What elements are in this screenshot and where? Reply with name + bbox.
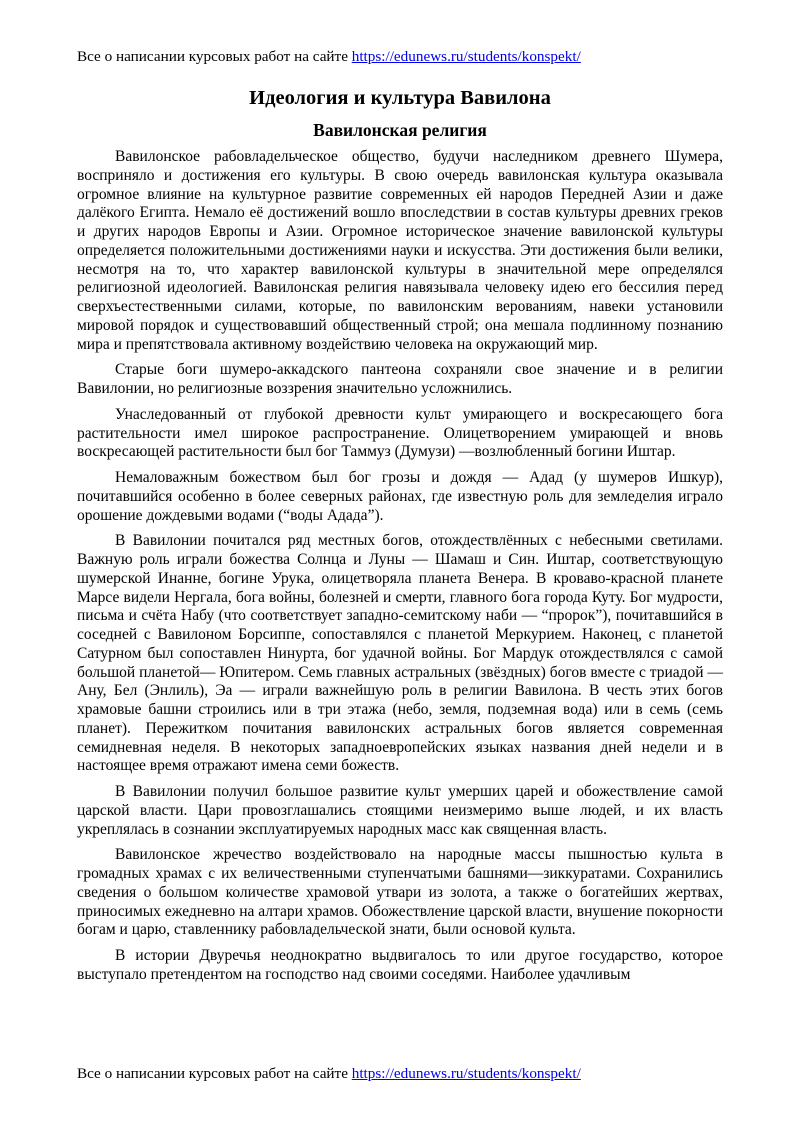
article-body [77,148,723,992]
header-link[interactable]: https://edunews.ru/students/konspekt/ [351,48,581,65]
paragraph: В истории Двуречья неоднократно выдвигалось то или другое государство, которое выступало претендентом на господство над своими соседями. Наиболее удачливым [77,947,723,983]
paragraph: Старые боги шумеро-аккадского пантеона сохраняли свое значение и в религии Вавилонии, но религиозные воззрения значительно усложнились. [77,361,723,397]
paragraph: Вавилонское рабовладельческое общество, будучи наследником древнего Шумера, восприняло и достижения его культуры. В свою очередь вавилонская культура оказывала огромное влияние на культурное развитие современных ей народов Передней Азии и даже далёкого Египта. Немало её достижений вошло впоследствии в состав культуры древних греков и других народов Европы и Азии. Огромное историческое значение вавилонской культуры определяется положительными достижениями науки и искусства. Эти достижения были велики, несмотря на то, что характер вавилонской культуры в значительной мере определялся религиозной идеологией. Вавилонская религия навязывала человеку идею его бессилия перед сверхъестественными силами, которые, по вавилонским верованиям, навеки установили мировой порядок и существовавший общественный строй; она мешала подлинному познанию мира и препятствовала активному воздействию человека на окружающий мир. [77,148,723,353]
paragraph: В Вавилонии почитался ряд местных богов, отождествлённых с небесными светилами. Важную роль играли божества Солнца и Луны — Шамаш и Син. Иштар, соответствующую шумерской Инанне, богине Урука, олицетворяла планета Венера. В кроваво-красной планете Марсе видели Нергала, бога войны, болезней и смерти, главного бога города Куту. Бог мудрости, письма и счёта Набу (что соответствует западно-семитскому наби — “пророк”), почитавшийся в соседней с Вавилоном Борсиппе, сопоставлялся с планетой Меркурием. Наконец, с планетой Сатурном был сопоставлен Нинурта, бог удачной войны. Бог Мардук отождествлялся с самой большой планетой— Юпитером. Семь главных астральных (звёздных) богов вместе с триадой — Ану, Бел (Энлиль), Эа — играли важнейшую роль в религии Вавилона. В честь этих богов храмовые башни строились или в три этажа (небо, земля, подземная вода) или в семь (семь планет). Пережитком почитания вавилонских астральных богов является современная семидневная неделя. В некоторых западноевропейских языках названия дней недели и в настоящее время отражают имена семи божеств. [77,532,723,775]
page-title: Идеология и культура Вавилона [249,87,551,109]
page-footer [77,1065,581,1083]
paragraph: Унаследованный от глубокой древности культ умирающего и воскресающего бога растительности имел широкое распространение. Олицетворением умирающей и вновь воскресающей растительности был бог Таммуз (Думузи) —возлюбленный богини Иштар. [77,405,723,461]
paragraph: Вавилонское жречество воздействовало на народные массы пышностью культа в громадных храмах с их величественными ступенчатыми башнями—зиккуратами. Сохранились сведения о большом количестве храмовой утвари из золота, а также о богатейших жертвах, приносимых ежедневно на алтари храмов. Обожествление царской власти, внушение покорности богам и царю, ставленнику рабовладельческой знати, были основой культа. [77,846,723,939]
paragraph: В Вавилонии получил большое развитие культ умерших царей и обожествление самой царской власти. Цари провозглашались стоящими неизмеримо выше людей, и их власть укреплялась в сознании эксплуатируемых народных масс как священная власть. [77,783,723,838]
footer-link[interactable]: https://edunews.ru/students/konspekt/ [351,1065,581,1082]
section-heading: Вавилонская религия [313,120,487,140]
page-header [77,48,581,66]
header-text: Все о написании курсовых работ на сайте [77,48,352,65]
paragraph: Немаловажным божеством был бог грозы и дождя — Адад (у шумеров Ишкур), почитавшийся особенно в более северных районах, где известную роль для земледелия играло орошение дождевыми водами (“воды Адада”). [77,469,723,524]
footer-text: Все о написании курсовых работ на сайте [77,1065,352,1082]
